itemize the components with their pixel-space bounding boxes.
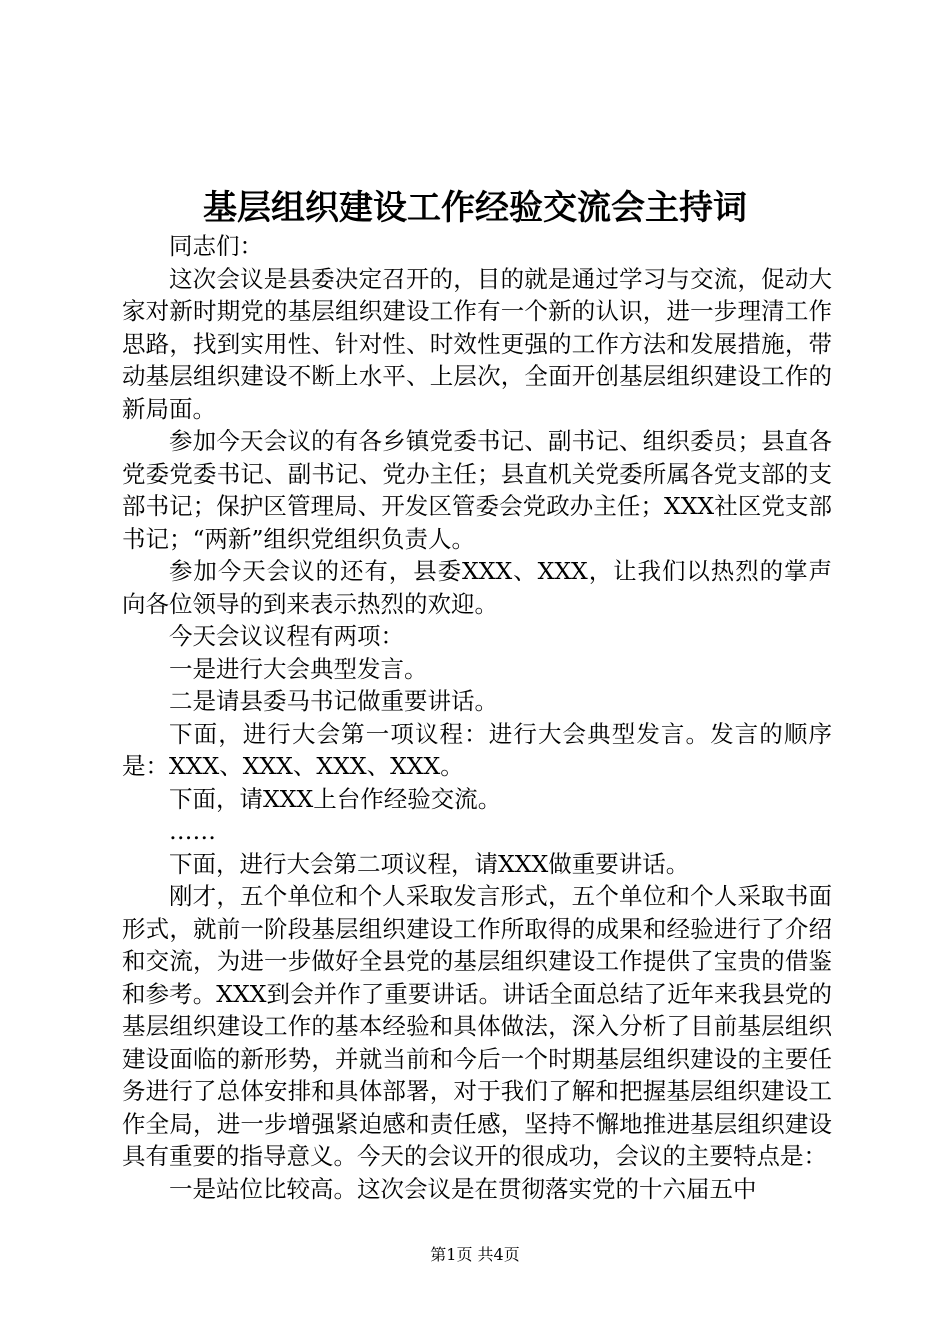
paragraph-summary: 刚才，五个单位和个人采取发言形式，五个单位和个人采取书面形式，就前一阶段基层组织建设工作所取得的成果和经验进行了介绍和交流，为进一步做好全县党的基层组织建设工作提供了宝贵的借鉴和参考。XXX到会并作了重要讲话。讲话全面总结了近年来我县党的基层组织建设工作的基本经验和具体做法，深入分析了目前基层组织建设面临的新形势，并就当前和今后一个时期基层组织建设的主要任务进行了总体安排和具体部署，对于我们了解和把握基层组织建设工作全局，进一步增强紧迫感和责任感，坚持不懈地推进基层组织建设具有重要的指导意义。今天的会议开的很成功，会议的主要特点是： [122, 882, 832, 1170]
paragraph-first-item: 下面，进行大会第一项议程：进行大会典型发言。发言的顺序是：XXX、XXX、XXX、XXX。 [122, 719, 832, 780]
salutation: 同志们： [169, 232, 263, 260]
paragraph-attendees: 参加今天会议的有各乡镇党委书记、副书记、组织委员；县直各党委党委书记、副书记、党办主任；县直机关党委所属各党支部的支部书记；保护区管理局、开发区管委会党政办主任；XXX社区党支部书记；“两新”组织党组织负责人。 [122, 427, 832, 553]
page-footer: 第1页 共4页 [430, 1245, 520, 1264]
paragraph-second-item: 下面，进行大会第二项议程，请XXX做重要讲话。 [169, 849, 690, 878]
paragraph-agenda-item-1: 一是进行大会典型发言。 [169, 654, 428, 683]
paragraph-agenda-item-2: 二是请县委马书记做重要讲话。 [169, 687, 498, 715]
paragraph-invite-speaker: 下面，请XXX上台作经验交流。 [169, 784, 502, 813]
document-body [122, 230, 832, 1205]
paragraph-leaders: 参加今天会议的还有，县委XXX、XXX，让我们以热烈的掌声向各位领导的到来表示热烈的欢迎。 [122, 557, 832, 618]
paragraph-ellipsis: …… [169, 817, 216, 845]
paragraph-agenda-intro: 今天会议议程有两项： [169, 622, 404, 650]
paragraph-feature-1: 一是站位比较高。这次会议是在贯彻落实党的十六届五中 [169, 1174, 757, 1203]
document-title: 基层组织建设工作经验交流会主持词 [203, 188, 747, 228]
paragraph-purpose: 这次会议是县委决定召开的，目的就是通过学习与交流，促动大家对新时期党的基层组织建设工作有一个新的认识，进一步理清工作思路，找到实用性、针对性、时效性更强的工作方法和发展措施，带动基层组织建设不断上水平、上层次，全面开创基层组织建设工作的新局面。 [122, 264, 832, 423]
